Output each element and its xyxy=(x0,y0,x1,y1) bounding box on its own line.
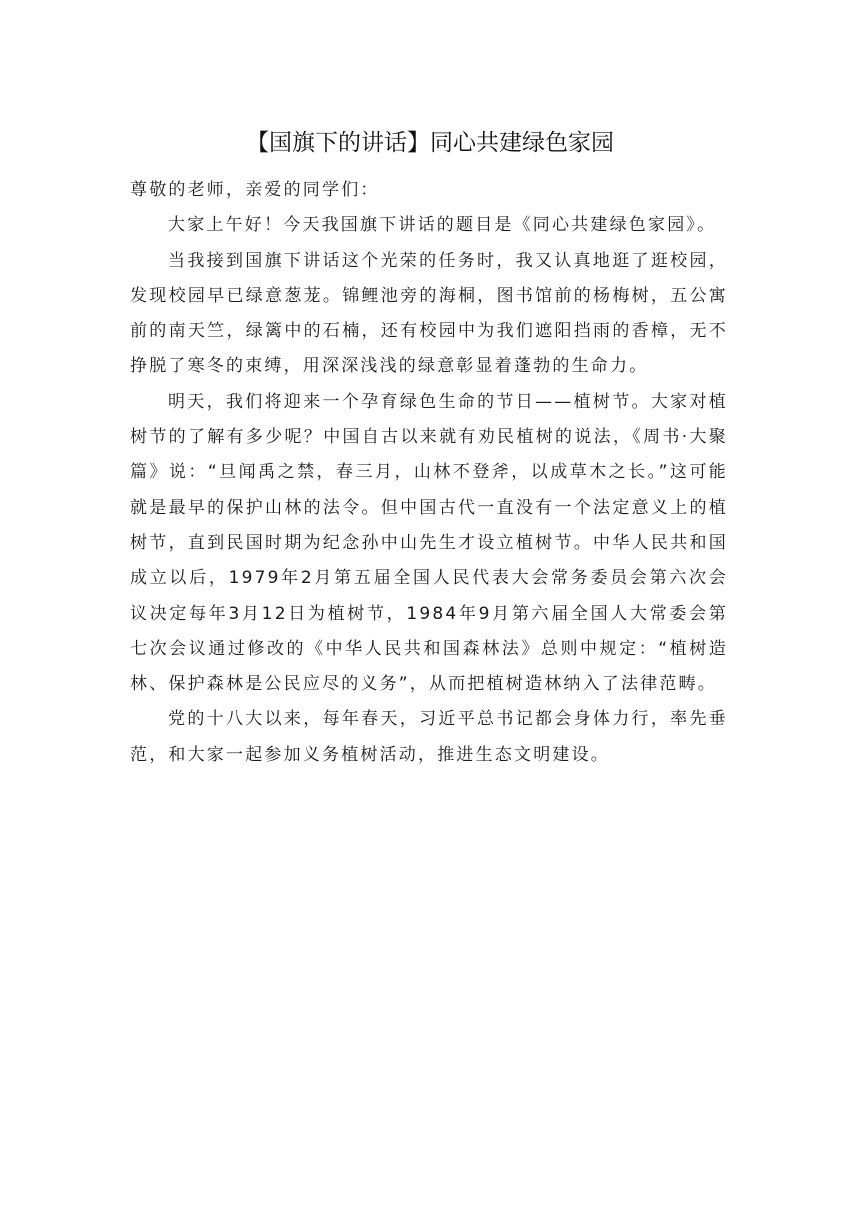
document-body xyxy=(130,173,728,773)
document-title: 【国旗下的讲话】同心共建绿色家园 xyxy=(246,130,614,157)
salutation: 尊敬的老师，亲爱的同学们： xyxy=(130,180,380,200)
paragraph-campus: 当我接到国旗下讲话这个光荣的任务时，我又认真地逛了逛校园，发现校园早已绿意葱茏。锦鲤池旁的海桐，图书馆前的杨梅树，五公寓前的南天竺，绿篱中的石楠，还有校园中为我们遮阳挡雨的香樟，无不挣脱了寒冬的束缚，用深深浅浅的绿意彰显着蓬勃的生命力。 xyxy=(130,250,728,377)
paragraph-greeting: 大家上午好！今天我国旗下讲话的题目是《同心共建绿色家园》。 xyxy=(168,215,717,236)
paragraph-arbor-day: 明天，我们将迎来一个孕育绿色生命的节日——植树节。大家对植树节的了解有多少呢？中国自古以来就有劝民植树的说法，《周书·大聚篇》说：“旦闻禹之禁，春三月，山林不登斧，以成草木之长。”这可能就是最早的保护山林的法令。但中国古代一直没有一个法定意义上的植树节，直到民国时期为纪念孙中山先生才设立植树节。中华人民共和国成立以后，1979年2月第五届全国人民代表大会常务委员会第六次会议决定每年3月12日为植树节，1984年9月第六届全国人大常委会第七次会议通过修改的《中华人民共和国森林法》总则中规定：“植树造林、保护森林是公民应尽的义务”，从而把植树造林纳入了法律范畴。 xyxy=(130,391,728,695)
paragraph-party: 党的十八大以来，每年春天，习近平总书记都会身体力行，率先垂范，和大家一起参加义务植树活动，推进生态文明建设。 xyxy=(130,709,728,765)
